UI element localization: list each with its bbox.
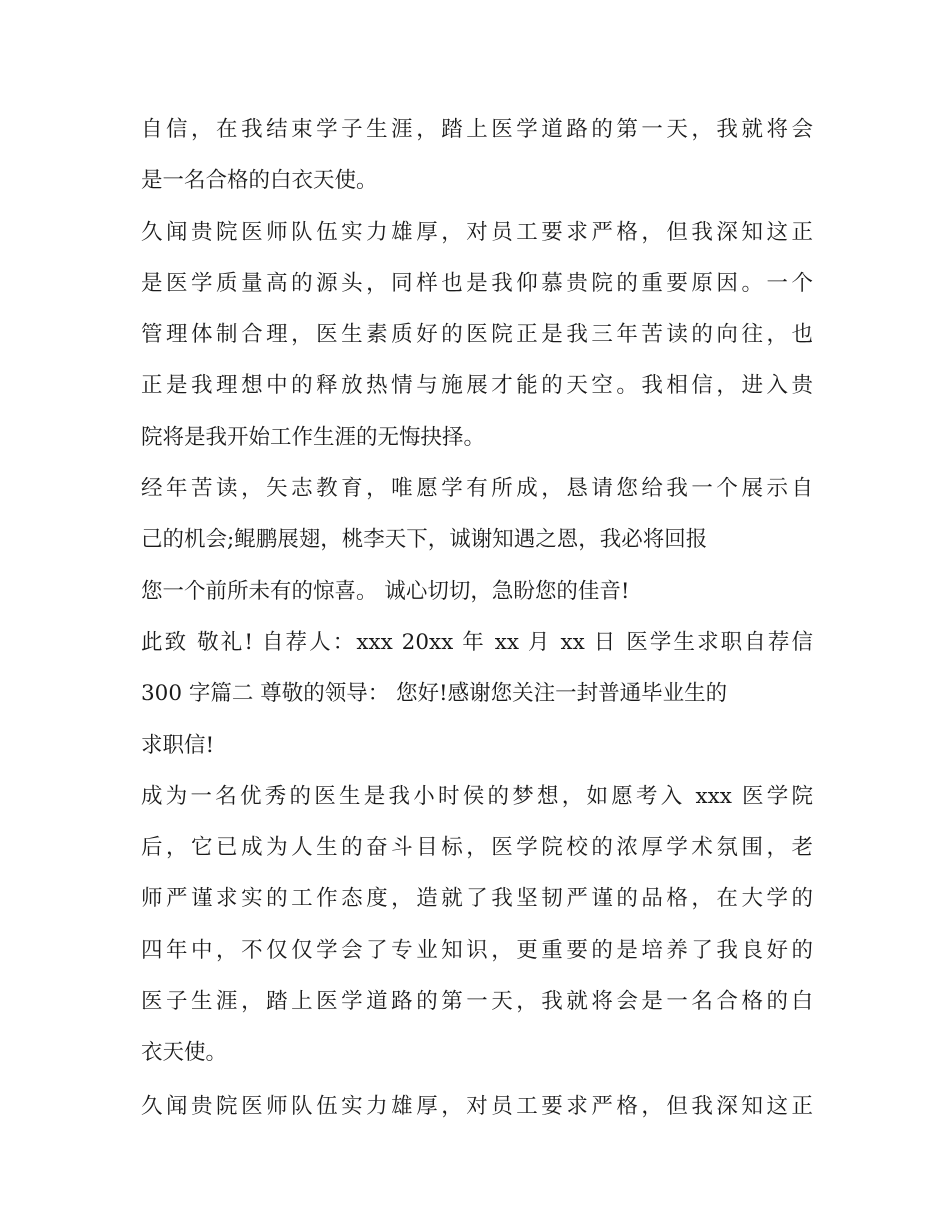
text-line: 院将是我开始工作生涯的无悔抉择。	[141, 424, 486, 450]
paragraph-3	[141, 463, 813, 617]
text-line: 您一个前所未有的惊喜。 诚心切切，急盼您的佳音!	[141, 578, 630, 604]
text-line: 医子生涯，踏上医学道路的第一天，我就将会是一名合格的白	[141, 989, 813, 1015]
text-line: 衣天使。	[141, 1040, 228, 1066]
paragraph-6	[141, 1081, 813, 1132]
text-line: 经年苦读，矢志教育，唯愿学有所成，恳请您给我一个展示自	[141, 476, 813, 502]
paragraph-5	[141, 771, 813, 1079]
text-line: 此致 敬礼! 自荐人：xxx 20xx 年 xx 月 xx 日 医学生求职自荐信	[141, 629, 813, 655]
text-line: 后，它已成为人生的奋斗目标，医学院校的浓厚学术氛围，老	[141, 835, 813, 861]
paragraph-2	[141, 207, 813, 463]
text-line: 自信，在我结束学子生涯，踏上医学道路的第一天，我就将会	[141, 117, 813, 142]
text-line: 是医学质量高的源头，同样也是我仰慕贵院的重要原因。一个	[141, 270, 813, 296]
text-line: 久闻贵院医师队伍实力雄厚，对员工要求严格，但我深知这正	[141, 219, 813, 245]
text-line: 己的机会;鲲鹏展翅，桃李天下，诚谢知遇之恩，我必将回报	[141, 527, 708, 553]
text-line: 正是我理想中的释放热情与施展才能的天空。我相信，进入贵	[141, 373, 813, 399]
paragraph-1	[141, 104, 813, 207]
text-line: 300 字篇二 尊敬的领导： 您好!感谢您关注一封普通毕业生的	[141, 681, 728, 707]
text-line: 四年中，不仅仅学会了专业知识，更重要的是培养了我良好的	[141, 937, 813, 963]
text-line: 师严谨求实的工作态度，造就了我坚韧严谨的品格，在大学的	[141, 886, 813, 912]
text-line: 是一名合格的白衣天使。	[141, 168, 378, 194]
text-line: 成为一名优秀的医生是我小时侯的梦想，如愿考入 xxx 医学院	[141, 783, 813, 809]
document-page	[141, 104, 813, 1132]
paragraph-4	[141, 617, 813, 771]
text-line: 久闻贵院医师队伍实力雄厚，对员工要求严格，但我深知这正	[141, 1093, 813, 1119]
text-line: 管理体制合理，医生素质好的医院正是我三年苦读的向往，也	[141, 322, 813, 348]
text-line: 求职信!	[141, 732, 215, 758]
